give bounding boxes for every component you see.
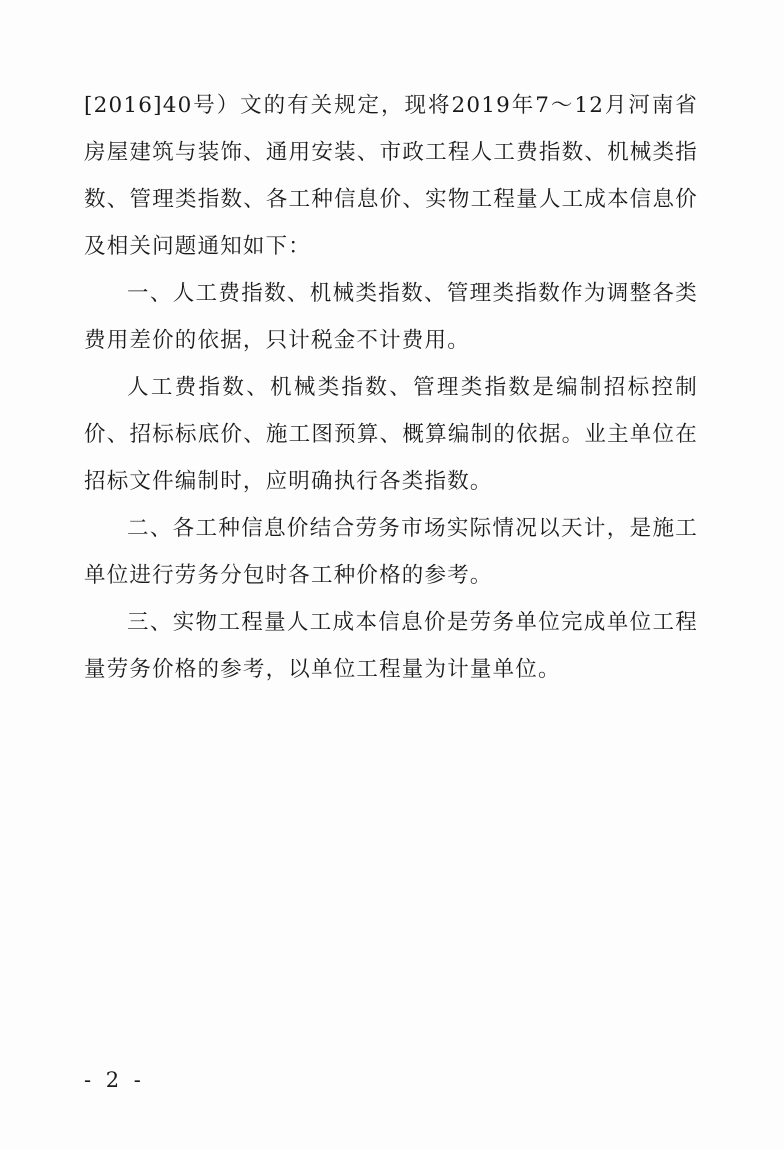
document-body (84, 82, 698, 693)
paragraph-item-two: 二、各工种信息价结合劳务市场实际情况以天计，是施工单位进行劳务分包时各工种价格的参考。 (84, 516, 698, 588)
paragraph-item-one: 一、人工费指数、机械类指数、管理类指数作为调整各类费用差价的依据，只计税金不计费用。 (84, 281, 698, 353)
page-number: - 2 - (84, 1068, 145, 1092)
paragraph-item-one-detail: 人工费指数、机械类指数、管理类指数是编制招标控制价、招标标底价、施工图预算、概算编制的依据。业主单位在招标文件编制时，应明确执行各类指数。 (84, 375, 698, 494)
paragraph-intro: [2016]40号）文的有关规定，现将2019年7～12月河南省房屋建筑与装饰、通用安装、市政工程人工费指数、机械类指数、管理类指数、各工种信息价、实物工程量人工成本信息价及相关问题通知如下： (84, 93, 698, 259)
paragraph-item-three: 三、实物工程量人工成本信息价是劳务单位完成单位工程量劳务价格的参考，以单位工程量为计量单位。 (84, 610, 698, 682)
